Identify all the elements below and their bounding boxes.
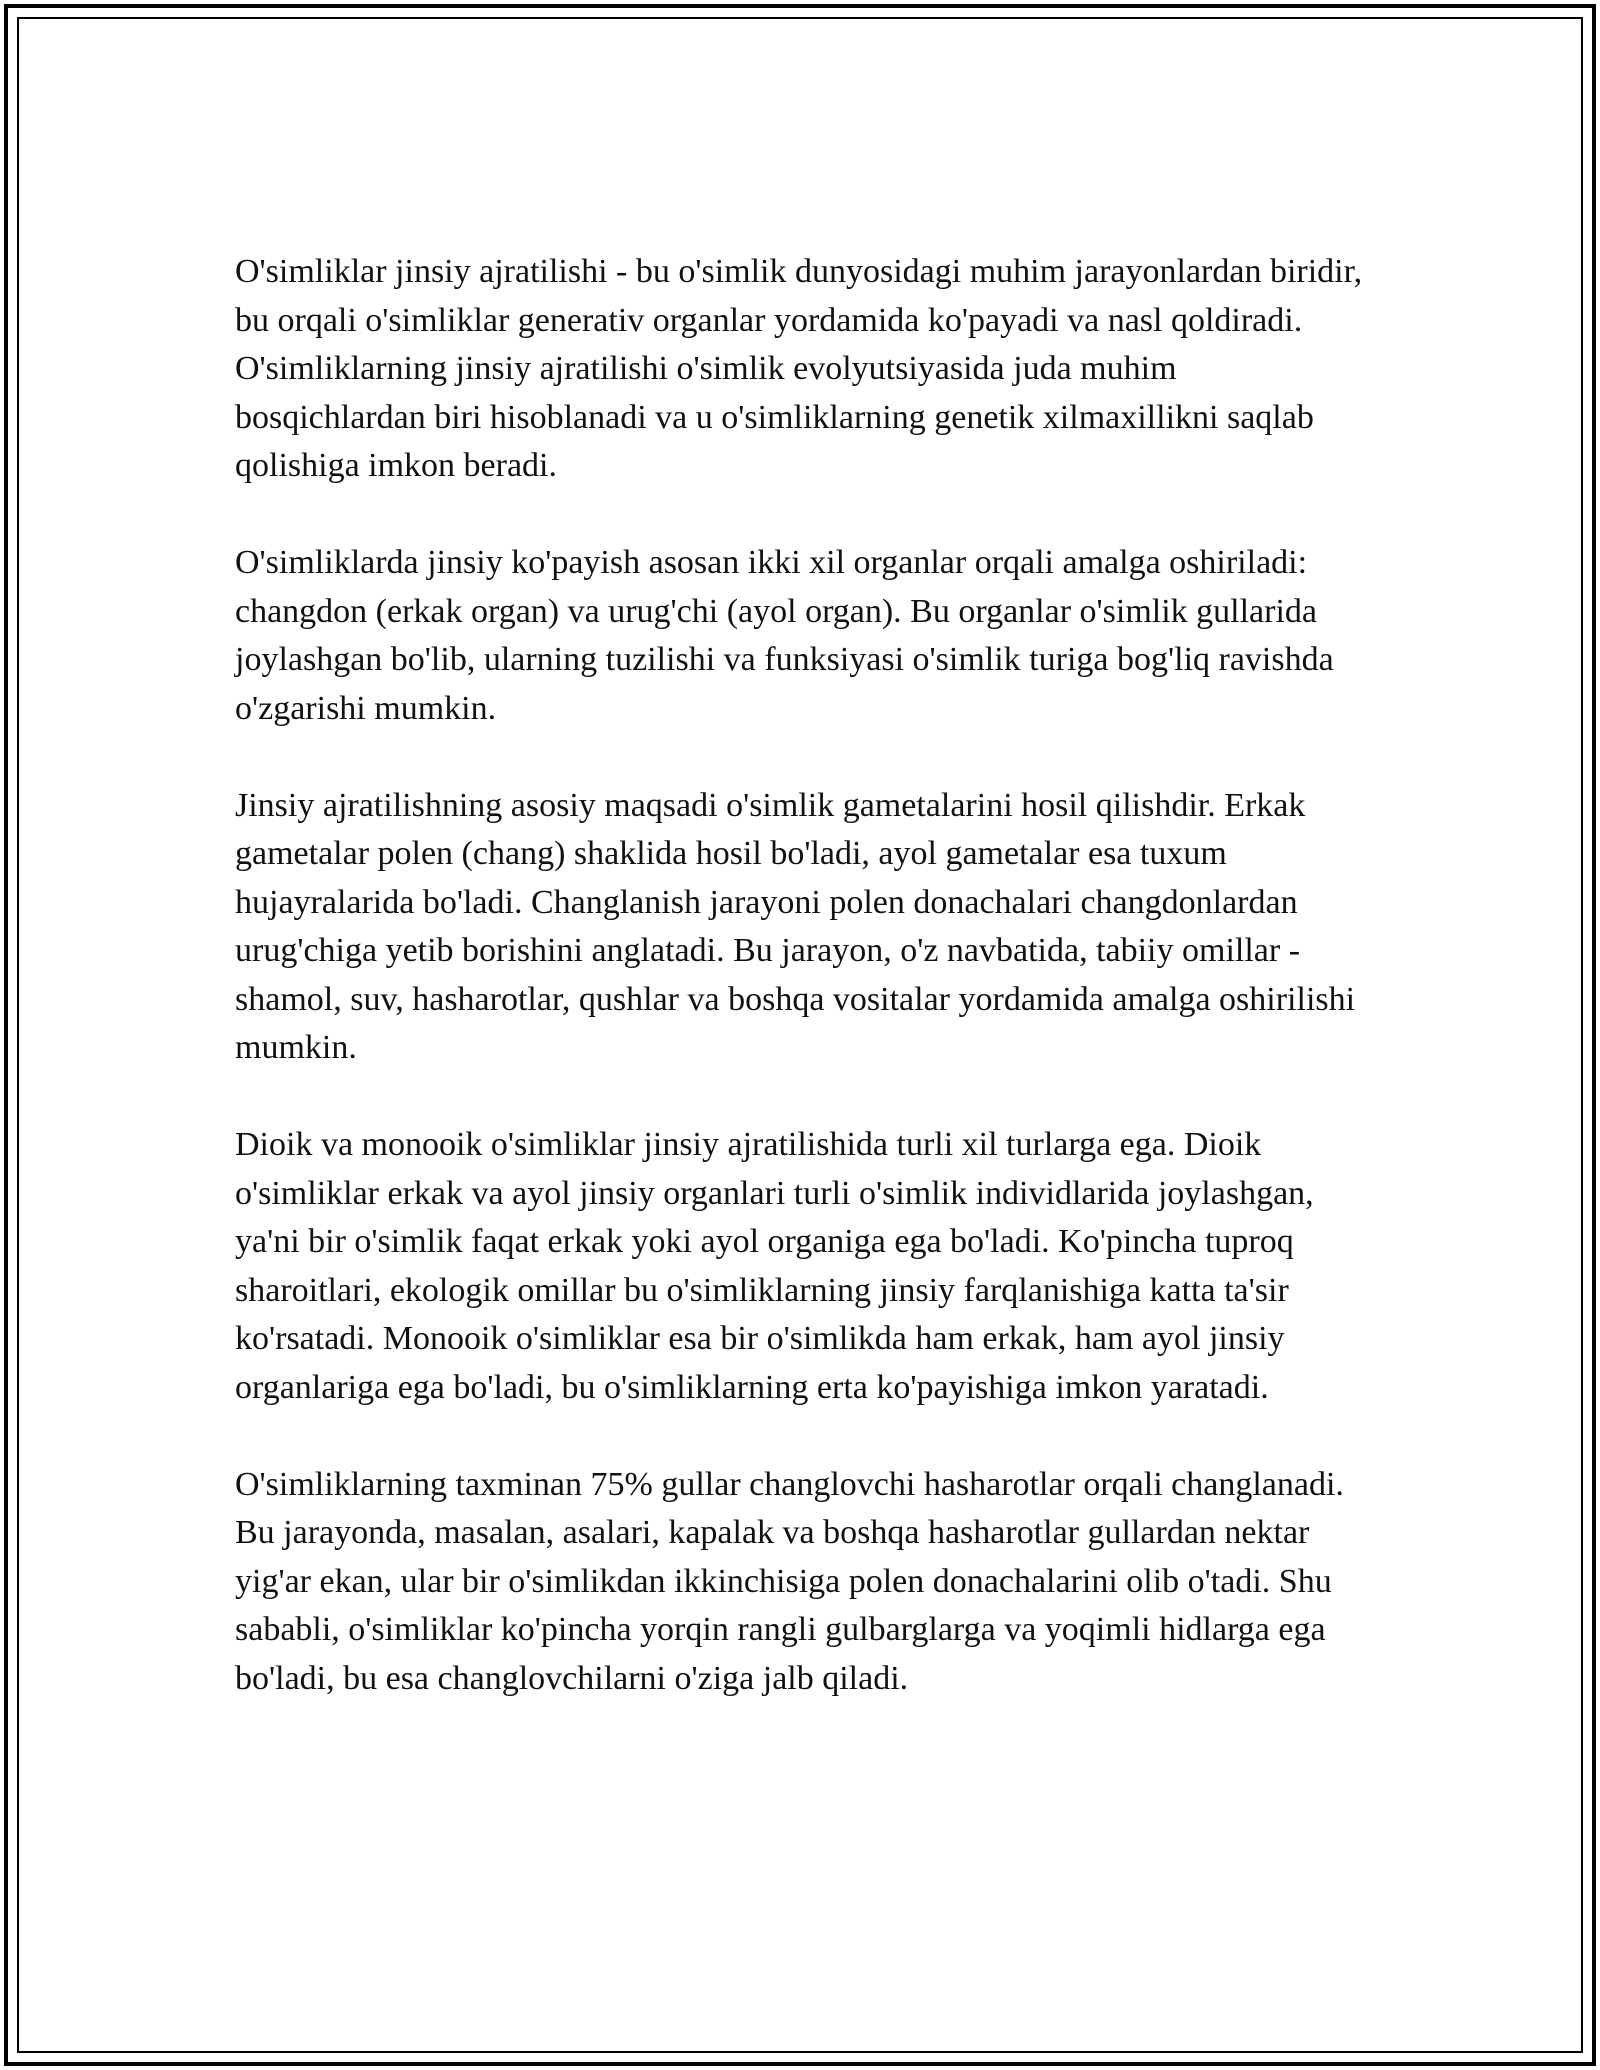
document-body [235, 248, 1365, 1752]
paragraph-4: Dioik va monooik o'simliklar jinsiy ajratilishida turli xil turlarga ega. Dioik o'simliklar erkak va ayol jinsiy organlari turli o'simlik individlarida joylashgan, ya'ni bir o'simlik faqat erkak yoki ayol organiga ega bo'ladi. Ko'pincha tuproq sharoitlari, ekologik omillar bu o'simliklarning jinsiy farqlanishiga katta ta'sir ko'rsatadi. Monooik o'simliklar esa bir o'simlikda ham erkak, ham ayol jinsiy organlariga ega bo'ladi, bu o'simliklarning erta ko'payishiga imkon yaratadi. [235, 1126, 1314, 1406]
paragraph-1: O'simliklar jinsiy ajratilishi - bu o'simlik dunyosidagi muhim jarayonlardan biridir, bu orqali o'simliklar generativ organlar yordamida ko'payadi va nasl qoldiradi. O'simliklarning jinsiy ajratilishi o'simlik evolyutsiyasida juda muhim bosqichlardan biri hisoblanadi va u o'simliklarning genetik xilmaxillikni saqlab qolishiga imkon beradi. [235, 253, 1363, 484]
paragraph-3: Jinsiy ajratilishning asosiy maqsadi o'simlik gametalarini hosil qilishdir. Erkak gametalar polen (chang) shaklida hosil bo'ladi, ayol gametalar esa tuxum hujayralarida bo'ladi. Changlanish jarayoni polen donachalari changdonlardan urug'chiga yetib borishini anglatadi. Bu jarayon, o'z navbatida, tabiiy omillar - shamol, suv, hasharotlar, qushlar va boshqa vositalar yordamida amalga oshirilishi mumkin. [235, 786, 1356, 1066]
paragraph-2: O'simliklarda jinsiy ko'payish asosan ikki xil organlar orqali amalga oshiriladi: changdon (erkak organ) va urug'chi (ayol organ). Bu organlar o'simlik gullarida joylashgan bo'lib, ularning tuzilishi va funksiyasi o'simlik turiga bog'liq ravishda o'zgarishi mumkin. [235, 544, 1334, 727]
paragraph-5: O'simliklarning taxminan 75% gullar changlovchi hasharotlar orqali changlanadi. Bu jarayonda, masalan, asalari, kapalak va boshqa hasharotlar gullardan nektar yig'ar ekan, ular bir o'simlikdan ikkinchisiga polen donachalarini olib o'tadi. Shu sababli, o'simliklar ko'pincha yorqin rangli gulbarglarga va yoqimli hidlarga ega bo'ladi, bu esa changlovchilarni o'ziga jalb qiladi. [235, 1465, 1344, 1697]
